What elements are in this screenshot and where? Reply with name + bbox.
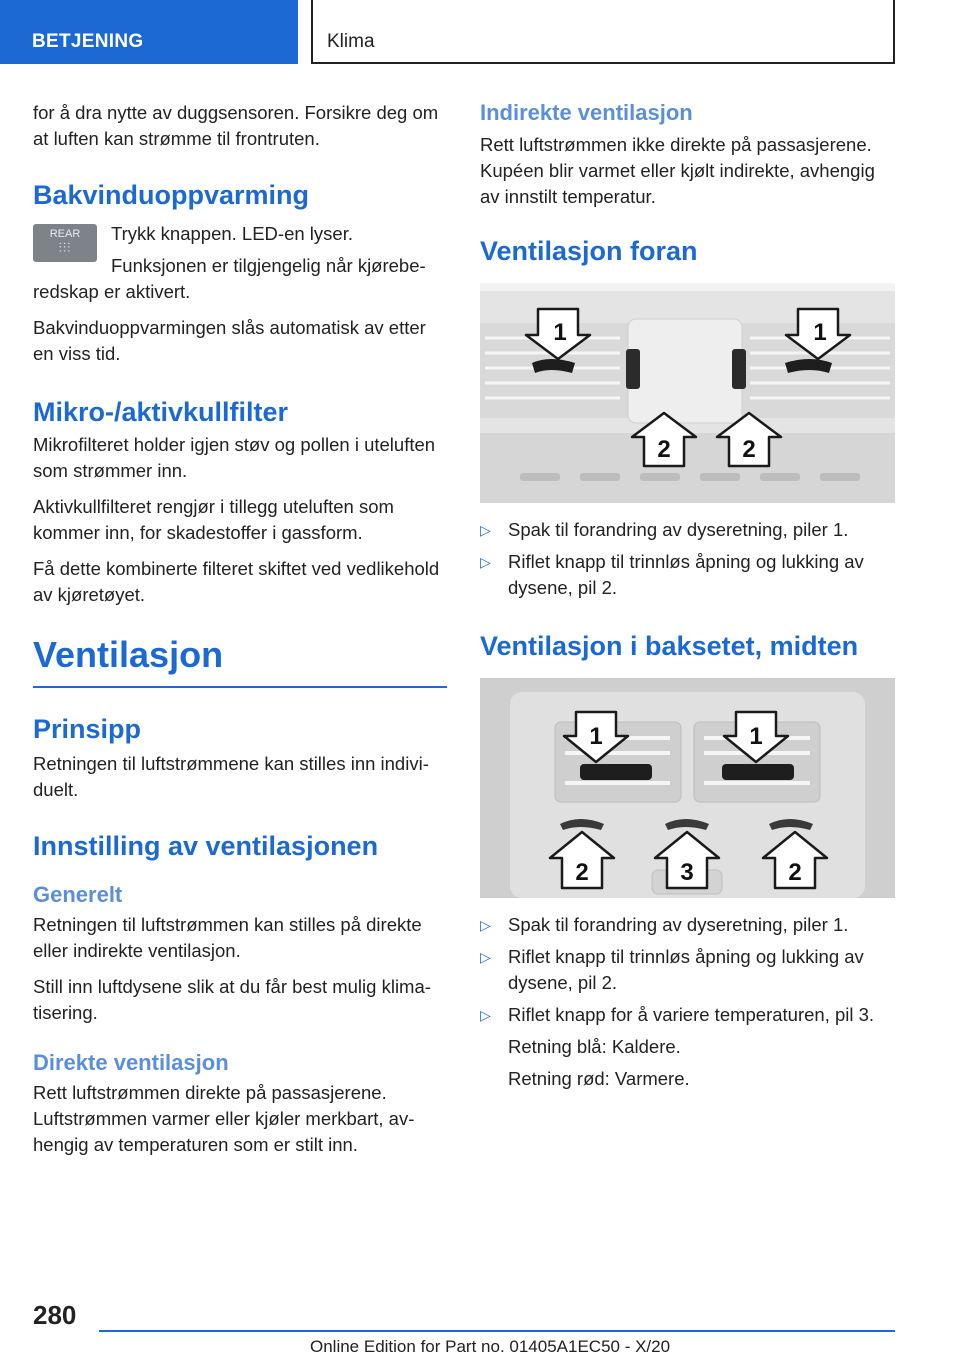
rear-sub-warm: Retning rød: Varmere. [508, 1068, 690, 1089]
direct-heading: Direkte ventilasjon [33, 1050, 229, 1075]
rear-vent-list [480, 912, 895, 1092]
front-knob-right [732, 349, 746, 389]
front-bullet-1: ▷ Spak til forandring av dyseretning, piler 1. [480, 519, 849, 540]
footer-edition: Online Edition for Part no. 01405A1EC50 - X/20 [310, 1337, 671, 1356]
front-knob-left [626, 349, 640, 389]
front-label-2a: 2 [657, 436, 671, 463]
direct-text: Rett luftstrømmen direkte på passasjerene. Luftstrømmen varmer eller kjøler merkbart, avhengig av temperaturen som er stilt inn. [33, 1082, 415, 1155]
rear-bullet-2: ▷ Riflet knapp til trinnløs åpning og lukking av dysene, pil 2. [480, 946, 864, 993]
front-label-2b: 2 [742, 436, 756, 463]
indirect-heading: Indirekte ventilasjon [480, 100, 693, 125]
rear-label-3: 3 [680, 859, 694, 886]
indirect-text: Rett luftstrømmen ikke direkte på passasjerene. Kupéen blir varmet eller kjølt indirekte, avhengig av innstilt temperatur. [480, 134, 875, 207]
header-section: BETJENING [0, 0, 298, 64]
rear-label-2a: 2 [575, 859, 589, 886]
front-vent-heading: Ventilasjon foran [480, 236, 698, 266]
micro-filter-text-2: Aktivkullfilteret rengjør i tillegg uteluften som kommer inn, for skadestoffer i gassform. [33, 496, 394, 543]
rear-vent-heading: Ventilasjon i baksetet, midten [480, 631, 859, 661]
footer-rule [99, 1330, 895, 1332]
rear-sub-cold: Retning blå: Kaldere. [508, 1036, 681, 1057]
rear-bullet-3: ▷ Riflet knapp for å variere temperaturen, pil 3. Retning blå: Kaldere. Retning rød: Varmere. [480, 1002, 895, 1092]
page-number: 280 [33, 1300, 77, 1330]
intro-paragraph: for å dra nytte av duggsensoren. Forsikre deg om at luften kan strømme til frontruten. [33, 102, 439, 149]
setting-heading: Innstilling av ventilasjonen [33, 831, 379, 861]
rear-bullet-1: ▷ Spak til forandring av dyseretning, piler 1. [480, 914, 849, 935]
right-column [480, 100, 895, 1098]
rear-lever-right [722, 764, 794, 780]
ventilation-rule [33, 686, 447, 688]
front-label-1a: 1 [553, 319, 567, 346]
front-vent-list [480, 517, 895, 601]
general-heading: Generelt [33, 882, 123, 907]
left-column [33, 100, 447, 1168]
rear-label-1a: 1 [589, 723, 603, 750]
rear-defrost-text-3: Bakvinduoppvarmingen slås automatisk av etter en viss tid. [33, 317, 426, 364]
header-chapter: Klima [311, 0, 895, 64]
general-text-1: Retningen til luftstrømmen kan stilles på direkte eller indirekte ventilasjon. [33, 914, 422, 961]
micro-filter-heading: Mikro-/aktivkullfilter [33, 397, 289, 427]
principle-text: Retningen til luftstrømmene kan stilles inn individuelt. [33, 753, 429, 800]
front-vent-figure [480, 283, 895, 503]
rear-vent-figure [480, 678, 895, 898]
general-text-2: Still inn luftdysene slik at du får best mulig klimatisering. [33, 976, 431, 1023]
rear-label-1b: 1 [749, 723, 763, 750]
ventilation-title: Ventilasjon [33, 634, 224, 675]
rear-defrost-text-2: Funksjonen er tilgjengelig når kjøreberedskap er aktivert. [33, 255, 426, 302]
rear-defrost-block [33, 221, 447, 315]
front-bullet-2: ▷ Riflet knapp til trinnløs åpning og lukking av dysene, pil 2. [480, 551, 864, 598]
micro-filter-text-1: Mikrofilteret holder igjen støv og pollen i uteluften som strømmer inn. [33, 434, 436, 481]
rear-defrost-icon: REAR ⫶⫶⫶ [33, 224, 97, 262]
rear-defrost-text-1: Trykk knappen. LED-en lyser. [111, 223, 353, 244]
micro-filter-text-3: Få dette kombinerte filteret skiftet ved vedlikehold av kjøretøyet. [33, 558, 440, 605]
rear-lever-left [580, 764, 652, 780]
principle-heading: Prinsipp [33, 714, 142, 744]
rear-label-2b: 2 [788, 859, 802, 886]
rear-defrost-heading: Bakvinduoppvarming [33, 180, 310, 210]
front-label-1b: 1 [813, 319, 827, 346]
